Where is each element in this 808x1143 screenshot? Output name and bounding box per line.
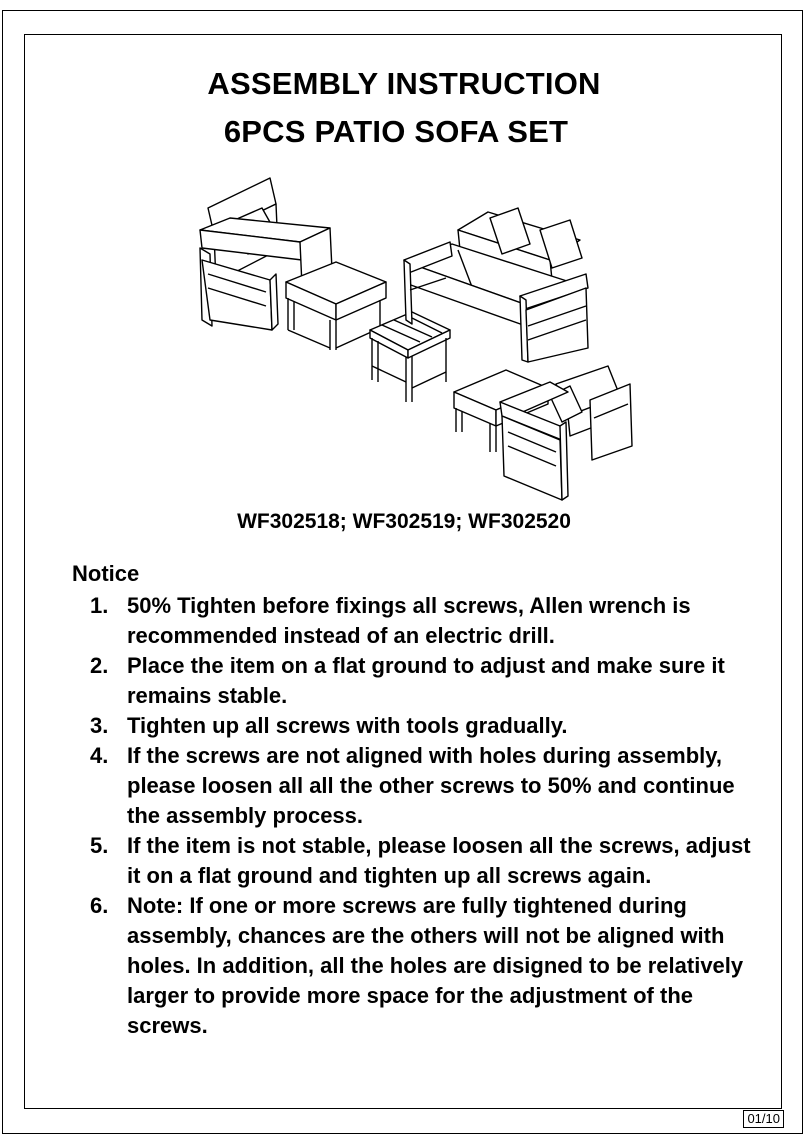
list-item-text: Place the item on a flat ground to adjust and make sure it remains stable.	[127, 653, 725, 708]
model-numbers: WF302518; WF302519; WF302520	[237, 510, 571, 533]
list-item-number: 4.	[90, 743, 109, 768]
page-number: 01/10	[743, 1110, 784, 1128]
list-item-text: If the item is not stable, please loosen all the screws, adjust it on a flat ground and tighten up all screws again.	[127, 833, 751, 888]
notice-list	[90, 591, 760, 1041]
document-subtitle: 6PCS PATIO SOFA SET	[223, 114, 569, 149]
list-item-number: 1.	[90, 593, 109, 618]
list-item-number: 5.	[90, 833, 109, 858]
list-item	[90, 591, 760, 651]
document-title: ASSEMBLY INSTRUCTION	[207, 66, 601, 101]
patio-sofa-set-illustration	[190, 170, 640, 505]
notice-heading: Notice	[72, 561, 140, 586]
list-item	[90, 741, 760, 831]
list-item-text: If the screws are not aligned with holes during assembly, please loosen all all the other screws to 50% and continue the assembly process.	[127, 743, 735, 828]
list-item	[90, 831, 760, 891]
list-item-text: Note: If one or more screws are fully tightened during assembly, chances are the others will not be aligned with holes. In addition, all the holes are disigned to be relatively larger to provide more space for the adjustment of the screws.	[127, 893, 744, 1038]
side-table-drawing	[370, 312, 450, 402]
list-item-text: 50% Tighten before fixings all screws, Allen wrench is recommended instead of an electric drill.	[127, 593, 691, 648]
list-item-text: Tighten up all screws with tools gradually.	[127, 713, 568, 738]
list-item	[90, 651, 760, 711]
list-item-number: 3.	[90, 713, 109, 738]
list-item-number: 6.	[90, 893, 109, 918]
list-item	[90, 711, 760, 741]
list-item	[90, 891, 760, 1041]
list-item-number: 2.	[90, 653, 109, 678]
